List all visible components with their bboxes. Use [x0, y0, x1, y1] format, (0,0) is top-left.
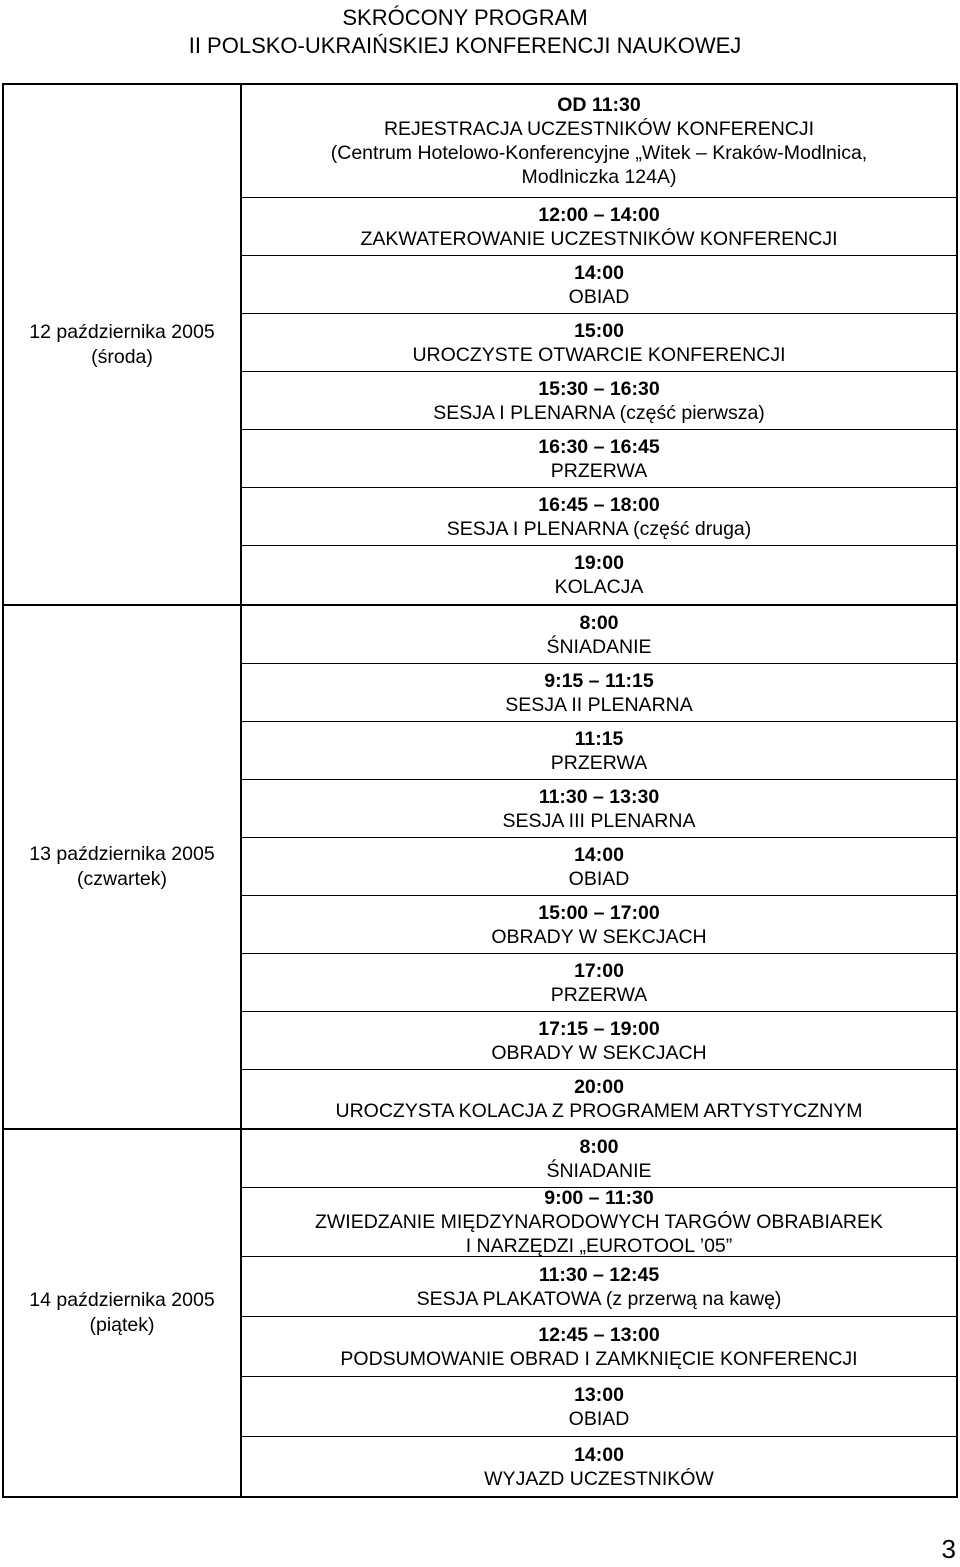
event-description: OBRADY W SEKCJACH [491, 1041, 707, 1064]
event-item [242, 372, 956, 430]
event-item [242, 954, 956, 1012]
event-description: ZAKWATEROWANIE UCZESTNIKÓW KONFERENCJI [360, 227, 838, 250]
event-item [242, 488, 956, 546]
event-description: PRZERWA [550, 751, 648, 774]
event-item [242, 1012, 956, 1070]
event-description: WYJAZD UCZESTNIKÓW [484, 1467, 714, 1490]
event-time: 13:00 [574, 1383, 624, 1406]
day-cell [3, 605, 241, 1129]
title-line-2: II POLSKO-UKRAIŃSKIEJ KONFERENCJI NAUKOWEJ [188, 33, 742, 58]
event-time: 15:30 – 16:30 [538, 377, 660, 400]
event-description: SESJA III PLENARNA [502, 809, 696, 832]
event-description: OBIAD [568, 867, 630, 890]
event-item [242, 780, 956, 838]
day-date: 12 października 2005 [29, 320, 215, 343]
day-cell [3, 84, 241, 605]
event-description: UROCZYSTE OTWARCIE KONFERENCJI [412, 343, 786, 366]
event-description: SESJA I PLENARNA (część pierwsza) [433, 401, 765, 424]
day-weekday: (piątek) [89, 1314, 155, 1336]
event-description: PRZERWA [550, 983, 648, 1006]
program-table-body [3, 84, 957, 1497]
event-item [242, 546, 956, 604]
events-cell [241, 84, 957, 605]
event-description: OBIAD [568, 1407, 630, 1430]
event-time: 9:15 – 11:15 [544, 669, 654, 692]
event-description: Modlniczka 124A) [521, 166, 677, 188]
event-description: I NARZĘDZI „EUROTOOL ’05” [465, 1235, 733, 1257]
event-item [242, 664, 956, 722]
events-cell [241, 1129, 957, 1497]
event-time: 20:00 [574, 1076, 624, 1098]
day-weekday: (czwartek) [77, 868, 167, 890]
day-date: 14 października 2005 [29, 1289, 215, 1311]
event-item [242, 606, 956, 664]
event-time: 8:00 [579, 611, 619, 634]
event-item [242, 1188, 956, 1257]
event-time: 12:45 – 13:00 [538, 1323, 660, 1346]
event-item [242, 1130, 956, 1188]
event-description: ZWIEDZANIE MIĘDZYNARODOWYCH TARGÓW OBRABIAREK [314, 1211, 884, 1233]
event-description: UROCZYSTA KOLACJA Z PROGRAMEM ARTYSTYCZNYM [335, 1100, 863, 1122]
event-description: OBIAD [568, 285, 630, 308]
event-item [242, 1377, 956, 1437]
event-description: SESJA II PLENARNA [505, 693, 693, 716]
event-item [242, 838, 956, 896]
event-time: 15:00 [574, 319, 624, 342]
event-item [242, 198, 956, 256]
event-item [242, 256, 956, 314]
event-time: 11:30 – 13:30 [538, 785, 660, 808]
event-time: 14:00 [574, 843, 624, 866]
day-date: 13 października 2005 [29, 843, 215, 865]
page-title [0, 4, 930, 60]
event-description: OBRADY W SEKCJACH [491, 925, 707, 948]
event-time: 16:30 – 16:45 [538, 435, 660, 458]
program-table [2, 83, 958, 1498]
event-time: 14:00 [574, 1443, 624, 1466]
event-description: PRZERWA [550, 459, 648, 482]
title-line-1: SKRÓCONY PROGRAM [342, 5, 588, 30]
event-item [242, 1317, 956, 1377]
day-row [3, 605, 957, 1129]
page-number: 3 [941, 1534, 956, 1564]
event-time: 19:00 [574, 552, 624, 574]
event-item [242, 896, 956, 954]
event-description: PODSUMOWANIE OBRAD I ZAMKNIĘCIE KONFERENCJI [340, 1347, 858, 1370]
day-weekday: (środa) [91, 345, 153, 368]
event-description: ŚNIADANIE [546, 635, 652, 658]
event-time: 8:00 [579, 1135, 619, 1158]
event-description: ŚNIADANIE [546, 1159, 652, 1182]
event-time: 14:00 [574, 261, 624, 284]
event-description: KOLACJA [554, 576, 644, 598]
event-item [242, 1070, 956, 1128]
event-item [242, 722, 956, 780]
event-description: SESJA PLAKATOWA (z przerwą na kawę) [416, 1287, 782, 1310]
event-time: 11:15 [574, 727, 624, 750]
day-row [3, 84, 957, 605]
event-item [242, 1437, 956, 1496]
event-description: (Centrum Hotelowo-Konferencyjne „Witek – Kraków-Modlnica, [330, 142, 868, 164]
event-description: REJESTRACJA UCZESTNIKÓW KONFERENCJI [383, 118, 815, 140]
event-time: 12:00 – 14:00 [538, 203, 660, 226]
event-item [242, 1257, 956, 1317]
event-time: 15:00 – 17:00 [538, 901, 660, 924]
event-time: 11:30 – 12:45 [538, 1263, 660, 1286]
event-time: 17:00 [574, 959, 624, 982]
event-item [242, 430, 956, 488]
day-row [3, 1129, 957, 1497]
event-item [242, 314, 956, 372]
event-time: 16:45 – 18:00 [538, 493, 660, 516]
event-time: 9:00 – 11:30 [544, 1187, 654, 1209]
events-cell [241, 605, 957, 1129]
event-item [242, 85, 956, 198]
event-description: SESJA I PLENARNA (część druga) [446, 517, 752, 540]
event-time: OD 11:30 [557, 94, 641, 116]
day-cell [3, 1129, 241, 1497]
event-time: 17:15 – 19:00 [538, 1017, 660, 1040]
